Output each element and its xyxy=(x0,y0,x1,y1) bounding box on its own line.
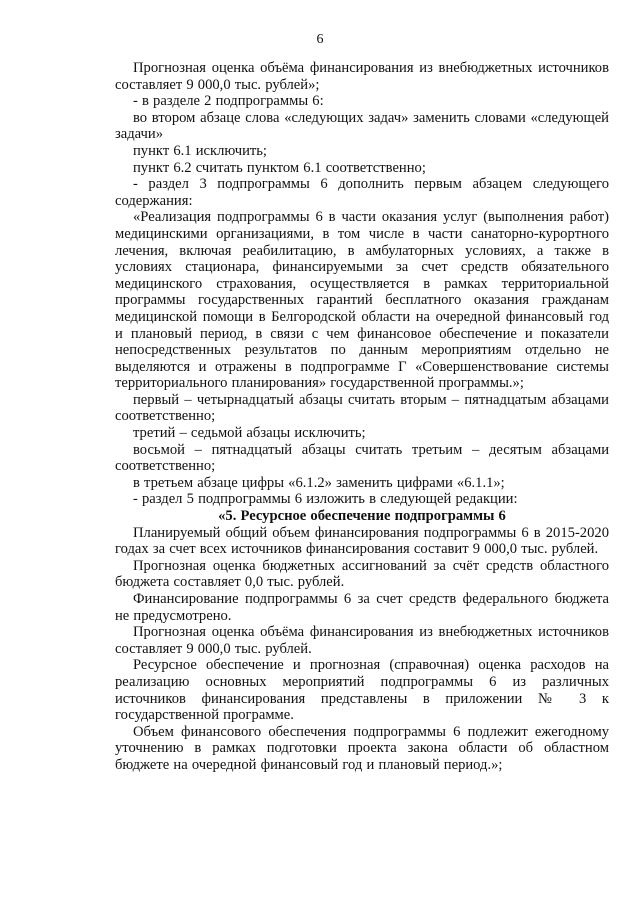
paragraph-renumber-6-2: пункт 6.2 считать пунктом 6.1 соответственно; xyxy=(133,159,426,176)
paragraph-section5-header: - раздел 5 подпрограммы 6 изложить в следующей редакции: xyxy=(133,491,518,508)
paragraph-offbudget-estimate-2: Прогнозная оценка объёма финансирования из внебюджетных источников составляет 9 000,0 тыс. рублей. xyxy=(115,624,609,657)
paragraph-replace-digits: в третьем абзаце цифры «6.1.2» заменить цифрами «6.1.1»; xyxy=(133,474,505,491)
paragraph-exclude-third-seventh: третий – седьмой абзацы исключить; xyxy=(133,425,366,442)
paragraph-offbudget-estimate: Прогнозная оценка объёма финансирования из внебюджетных источников составляет 9 000,0 тыс. рублей»; xyxy=(115,60,609,93)
document-body xyxy=(115,60,609,774)
paragraph-regional-budget: Прогнозная оценка бюджетных ассигнований за счёт средств областного бюджета составляет 0,0 тыс. рублей. xyxy=(115,557,609,591)
paragraph-renumber-first-fourteenth: первый – четырнадцатый абзацы считать вторым – пятнадцатым абзацами соответственно; xyxy=(115,391,609,425)
page-number: 6 xyxy=(316,32,324,47)
paragraph-exclude-6-1: пункт 6.1 исключить; xyxy=(133,142,267,159)
paragraph-replace-words: во втором абзаце слова «следующих задач» заменить словами «следующей задачи» xyxy=(115,109,609,143)
paragraph-federal-budget: Финансирование подпрограммы 6 за счет средств федерального бюджета не предусмотрено. xyxy=(115,591,609,624)
paragraph-renumber-eighth-fifteenth: восьмой – пятнадцатый абзацы считать третьим – десятым абзацами соответственно; xyxy=(115,441,609,475)
paragraph-planned-volume: Планируемый общий объем финансирования подпрограммы 6 в 2015-2020 годах за счет всех источников финансирования составит 9 000,0 тыс. рублей. xyxy=(115,524,609,558)
paragraph-implementation-quote: «Реализация подпрограммы 6 в части оказания услуг (выполнения работ) медицинскими организациями, в том числе в части санаторно-курортного лечения, включая реабилитацию, в амбулаторных условиях, а также в условиях стационара, финансируемыми за счет средств обязательного медицинского страхования, осуществляется в рамках территориальной программы государственных гарантий бесплатного оказания гражданам медицинской помощи в Белгородской области на очередной финансовый год и плановый период, в связи с чем финансовое обеспечение и показатели непосредственных результатов по данным мероприятиям отдельно не выделяются и отражены в подпрограмме Г «Совершенствование системы территориального планирования» государственной программы.»; xyxy=(115,209,609,392)
paragraph-resource-support: Ресурсное обеспечение и прогнозная (справочная) оценка расходов на реализацию основных мероприятий подпрограммы 6 из различных источников финансирования представлены в приложении № 3 к государственной программе. xyxy=(115,657,609,724)
paragraph-section2-header: - в разделе 2 подпрограммы 6: xyxy=(133,93,324,110)
paragraph-annual-update: Объем финансового обеспечения подпрограммы 6 подлежит ежегодному уточнению в рамках подготовки проекта закона области об областном бюджете на очередной финансовый год и плановый период.»; xyxy=(115,723,609,773)
paragraph-section3-header: - раздел 3 подпрограммы 6 дополнить первым абзацем следующего содержания: xyxy=(115,176,609,209)
section-5-title: «5. Ресурсное обеспечение подпрограммы 6 xyxy=(218,508,506,525)
